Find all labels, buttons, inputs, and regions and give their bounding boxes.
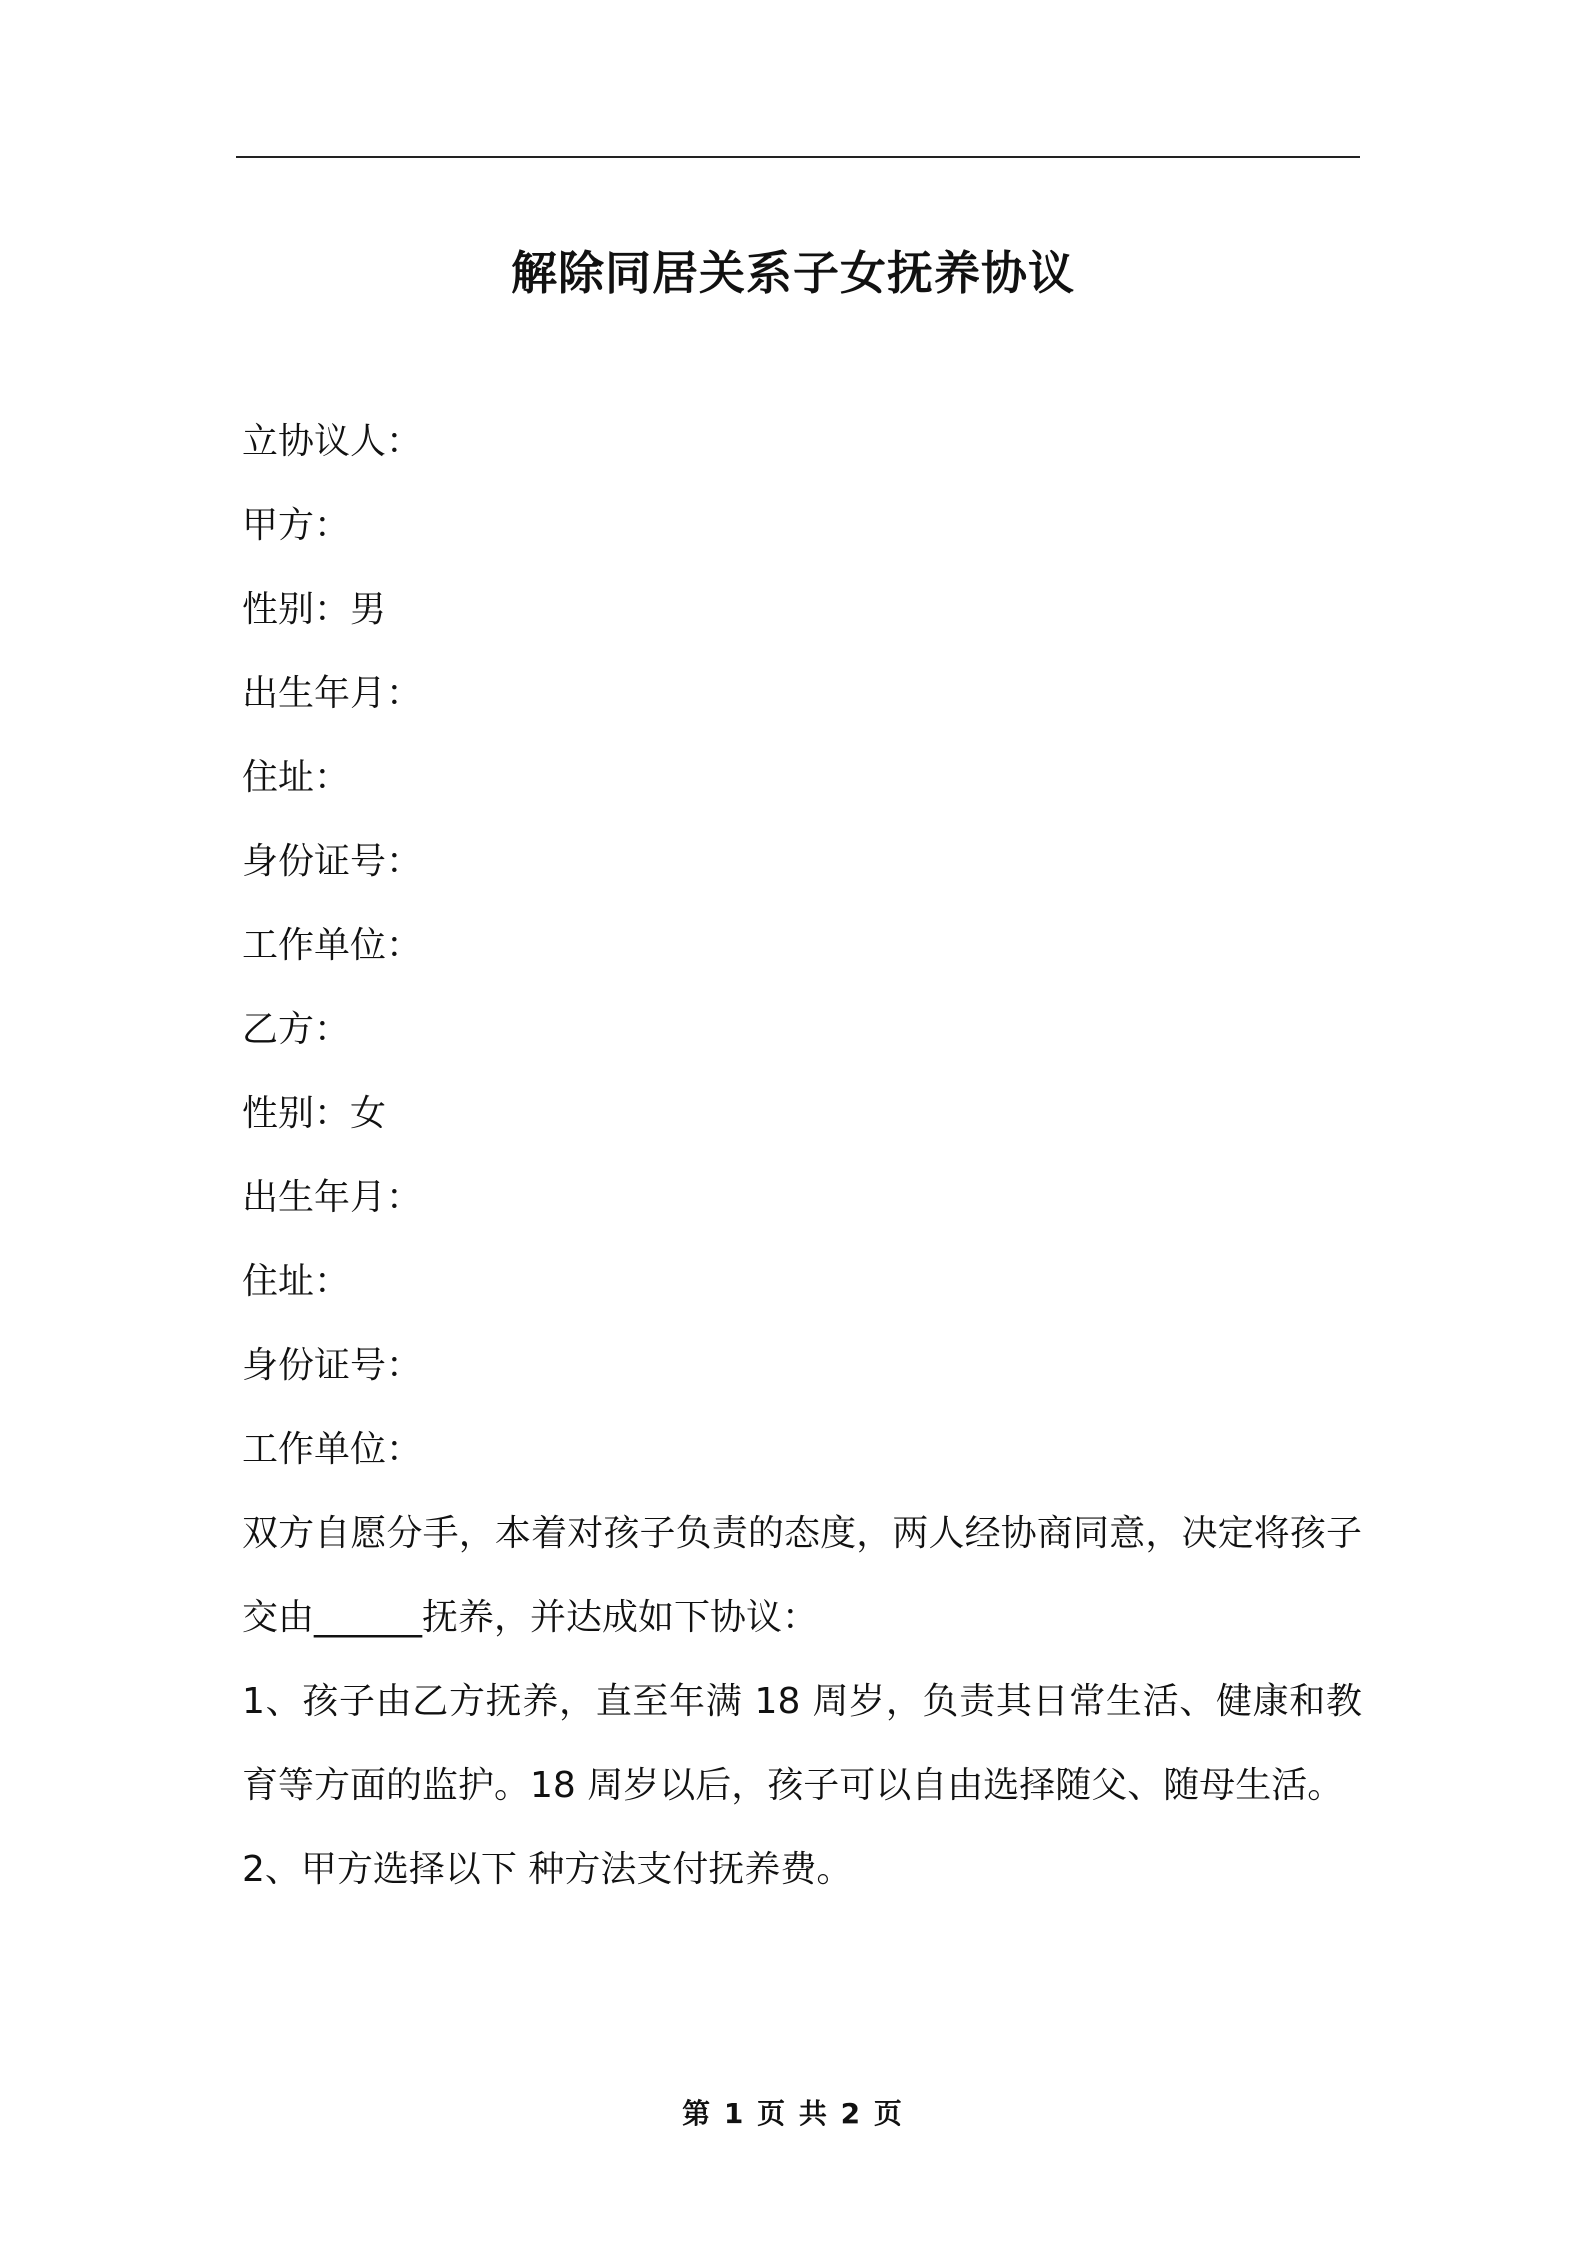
- field-party-a-address: 住址：: [242, 757, 351, 798]
- field-party-a-employer: 工作单位：: [242, 925, 423, 966]
- field-party-b-id: 身份证号：: [242, 1345, 423, 1386]
- document-title: 解除同居关系子女抚养协议: [511, 245, 1075, 300]
- field-party-a: 甲方：: [242, 505, 351, 546]
- paragraph-clause-1: 1、孩子由乙方抚养，直至年满 18 周岁，负责其日常生活、健康和教育等方面的监护。18 周岁以后，孩子可以自由选择随父、随母生活。: [242, 1681, 1362, 1806]
- field-party-line: 立协议人：: [242, 421, 423, 462]
- field-party-a-birth: 出生年月：: [242, 673, 423, 714]
- paragraph-intro: 双方自愿分手，本着对孩子负责的态度，两人经协商同意，决定将孩子交由______抚养，并达成如下协议：: [242, 1513, 1362, 1638]
- field-party-b-gender: 性别：女: [242, 1093, 387, 1134]
- document-body: [242, 400, 1362, 1912]
- header-rule: [236, 156, 1360, 158]
- field-party-b: 乙方：: [242, 1009, 351, 1050]
- field-party-b-employer: 工作单位：: [242, 1429, 423, 1470]
- field-party-a-id: 身份证号：: [242, 841, 423, 882]
- field-party-b-birth: 出生年月：: [242, 1177, 423, 1218]
- field-party-b-address: 住址：: [242, 1261, 351, 1302]
- paragraph-clause-2: 2、甲方选择以下 种方法支付抚养费。: [242, 1849, 853, 1890]
- field-party-a-gender: 性别：男: [242, 589, 387, 630]
- page-footer: 第 1 页 共 2 页: [682, 2097, 904, 2130]
